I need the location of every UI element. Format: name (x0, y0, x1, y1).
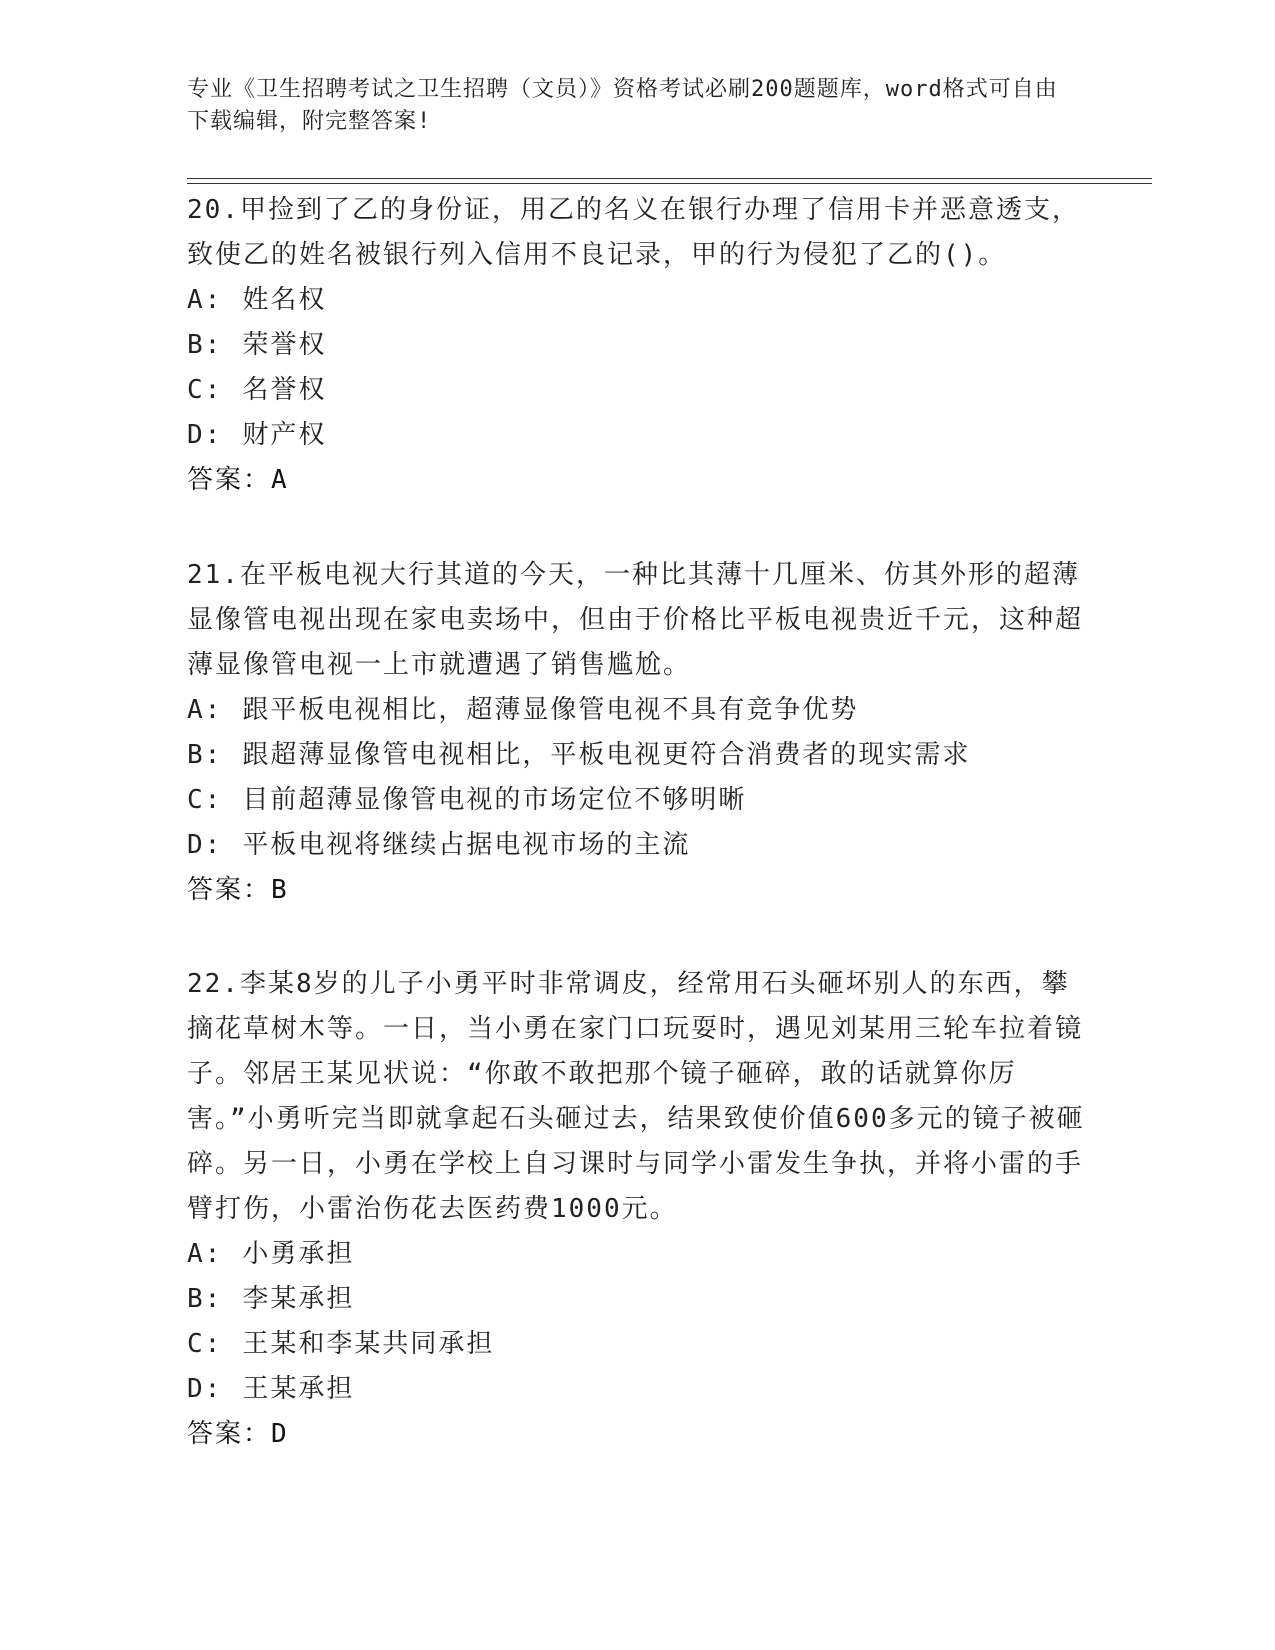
option-letter: A (187, 1239, 205, 1269)
option-d: D: 平板电视将继续占据电视市场的主流 (187, 823, 1087, 868)
option-letter: D (187, 420, 205, 450)
option-b: B: 荣誉权 (187, 323, 1087, 368)
question-22 (187, 962, 1087, 1457)
answer-value: A (271, 465, 289, 495)
option-text: 目前超薄显像管电视的市场定位不够明晰 (242, 785, 747, 815)
option-letter: C (187, 785, 205, 815)
answer-label: 答案： (187, 1419, 272, 1449)
option-text: 王某和李某共同承担 (242, 1329, 495, 1359)
option-text: 王某承担 (242, 1374, 355, 1404)
option-text: 跟平板电视相比，超薄显像管电视不具有竞争优势 (242, 695, 859, 725)
option-c: C: 目前超薄显像管电视的市场定位不够明晰 (187, 778, 1087, 823)
option-text: 名誉权 (242, 375, 327, 405)
option-a: A: 小勇承担 (187, 1232, 1087, 1277)
answer-label: 答案： (187, 465, 272, 495)
option-letter: B (187, 740, 205, 770)
answer-line (187, 868, 1087, 913)
option-text: 财产权 (242, 420, 327, 450)
option-d: D: 王某承担 (187, 1367, 1087, 1412)
option-letter: B (187, 1284, 205, 1314)
option-text: 跟超薄显像管电视相比，平板电视更符合消费者的现实需求 (242, 740, 971, 770)
option-text: 荣誉权 (242, 330, 327, 360)
question-stem: 20.甲捡到了乙的身份证，用乙的名义在银行办理了信用卡并恶意透支，致使乙的姓名被银行列入信用不良记录，甲的行为侵犯了乙的()。 (187, 195, 1080, 270)
option-letter: B (187, 330, 205, 360)
option-letter: D (187, 830, 205, 860)
option-c: C: 名誉权 (187, 368, 1087, 413)
question-stem: 21.在平板电视大行其道的今天，一种比其薄十几厘米、仿其外形的超薄显像管电视出现在家电卖场中，但由于价格比平板电视贵近千元，这种超薄显像管电视一上市就遭遇了销售尴尬。 (187, 560, 1084, 680)
option-a: A: 跟平板电视相比，超薄显像管电视不具有竞争优势 (187, 688, 1087, 733)
answer-line (187, 1412, 1087, 1457)
option-b: B: 跟超薄显像管电视相比，平板电视更符合消费者的现实需求 (187, 733, 1087, 778)
option-letter: C (187, 1329, 205, 1359)
option-text: 平板电视将继续占据电视市场的主流 (242, 830, 691, 860)
question-20 (187, 188, 1087, 503)
option-letter: A (187, 285, 205, 315)
option-text: 李某承担 (242, 1284, 355, 1314)
answer-label: 答案： (187, 875, 272, 905)
option-text: 小勇承担 (242, 1239, 355, 1269)
option-c: C: 王某和李某共同承担 (187, 1322, 1087, 1367)
question-21 (187, 553, 1087, 913)
option-b: B: 李某承担 (187, 1277, 1087, 1322)
option-letter: A (187, 695, 205, 725)
question-stem: 22.李某8岁的儿子小勇平时非常调皮，经常用石头砸坏别人的东西，攀摘花草树木等。一日，当小勇在家门口玩耍时，遇见刘某用三轮车拉着镜子。邻居王某见状说：“你敢不敢把那个镜子砸碎，敢的话就算你厉害。”小勇听完当即就拿起石头砸过去，结果致使价值600多元的镜子被砸碎。另一日，小勇在学校上自习课时与同学小雷发生争执，并将小雷的手臂打伤，小雷治伤花去医药费1000元。 (187, 969, 1085, 1224)
option-d: D: 财产权 (187, 413, 1087, 458)
header-note: 专业《卫生招聘考试之卫生招聘（文员）》资格考试必刷200题题库，word格式可自由下载编辑，附完整答案! (187, 77, 1058, 134)
answer-line (187, 458, 1087, 503)
answer-value: B (271, 875, 289, 905)
option-a: A: 姓名权 (187, 278, 1087, 323)
option-letter: D (187, 1374, 205, 1404)
header-double-rule (187, 178, 1152, 184)
answer-value: D (271, 1419, 289, 1449)
option-text: 姓名权 (242, 285, 327, 315)
option-letter: C (187, 375, 205, 405)
